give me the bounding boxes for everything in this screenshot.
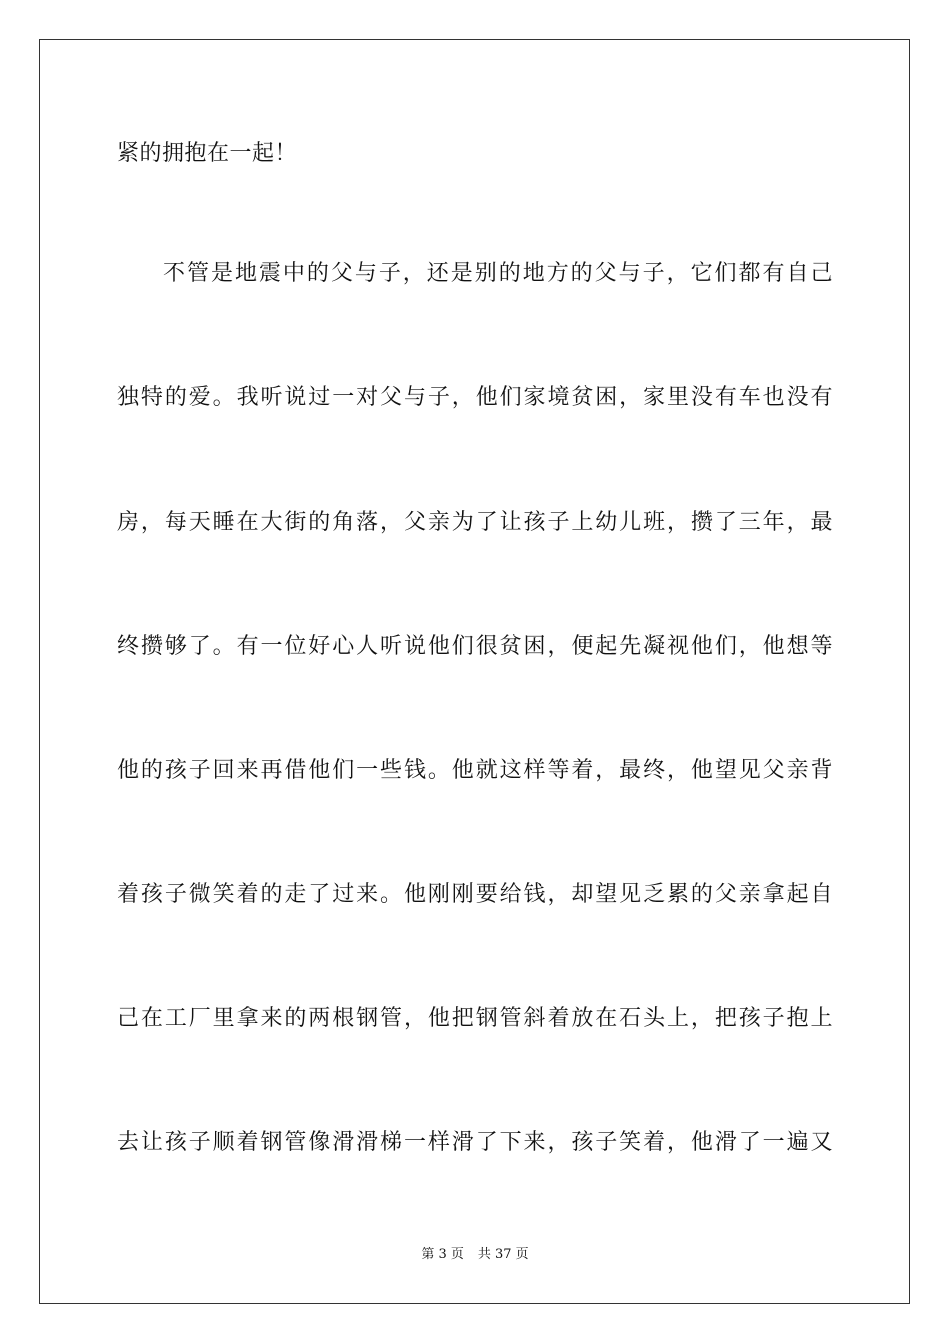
text-line-4: 房，每天睡在大街的角落，父亲为了让孩子上幼儿班，攒了三年，最 — [117, 510, 833, 535]
text-line-2: 不管是地震中的父与子，还是别的地方的父与子，它们都有自己 — [163, 261, 833, 286]
text-line-9: 去让孩子顺着钢管像滑滑梯一样滑了下来，孩子笑着，他滑了一遍又 — [117, 1130, 833, 1155]
total-pages: 共 37 页 — [477, 1247, 529, 1262]
page-border — [39, 39, 910, 1304]
text-line-8: 己在工厂里拿来的两根钢管，他把钢管斜着放在石头上，把孩子抱上 — [117, 1006, 833, 1031]
page-number: 第 3 页 — [421, 1247, 464, 1262]
page-footer — [0, 1246, 950, 1264]
text-line-1: 紧的拥抱在一起！ — [117, 141, 298, 166]
text-line-5: 终攒够了。有一位好心人听说他们很贫困，便起先凝视他们，他想等 — [117, 634, 833, 659]
text-line-7: 着孩子微笑着的走了过来。他刚刚要给钱，却望见乏累的父亲拿起自 — [117, 882, 833, 907]
text-line-3: 独特的爱。我听说过一对父与子，他们家境贫困，家里没有车也没有 — [117, 385, 833, 410]
text-line-6: 他的孩子回来再借他们一些钱。他就这样等着，最终，他望见父亲背 — [117, 758, 833, 783]
